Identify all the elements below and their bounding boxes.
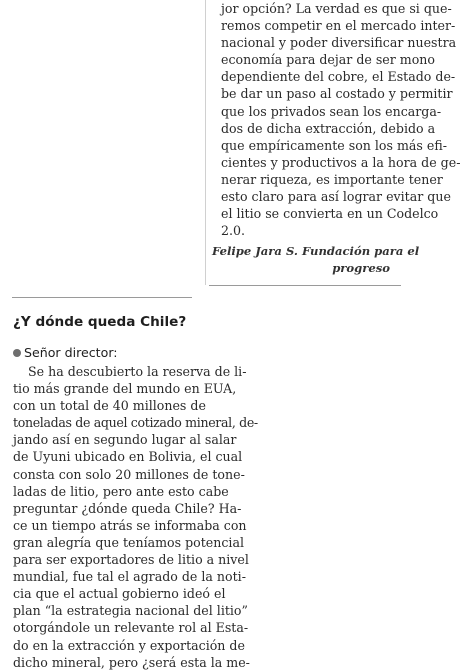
text-line: tio más grande del mundo en EUA, (13, 381, 237, 397)
text-line: plan “la estrategia nacional del litio” (13, 603, 248, 619)
text-line: economía para dejar de ser mono (221, 52, 435, 68)
text-line: be dar un paso al costado y permitir (221, 86, 453, 102)
text-line: consta con solo 20 millones de tone- (13, 466, 245, 482)
signature-line: progreso (332, 261, 390, 275)
text-line: Se ha descubierto la reserva de li- (28, 364, 247, 379)
text-line: con un total de 40 millones de (13, 398, 206, 414)
text-line: mundial, fue tal el agrado de la noti- (13, 569, 246, 585)
letter-body (13, 363, 258, 671)
text-line: esto claro para así lograr evitar que (221, 189, 451, 205)
section-rule (12, 297, 192, 298)
text-line: jor opción? La verdad es que si que- (221, 1, 452, 16)
text-line: dependiente del cobre, el Estado de- (221, 69, 456, 85)
letter-signature (212, 243, 420, 277)
text-line: otorgándole un relevante rol al Esta- (13, 620, 249, 636)
text-line: para ser exportadores de litio a nivel (13, 552, 249, 568)
text-line: que los privados sean los encarga- (221, 103, 442, 119)
previous-letter-continuation (221, 0, 460, 239)
text-line: jando así en segundo lugar al salar (13, 432, 237, 448)
text-line: de Uyuni ubicado en Bolivia, el cual (13, 449, 243, 465)
text-line: remos competir en el mercado inter- (221, 18, 456, 34)
text-line: nacional y poder diversificar nuestra (221, 35, 457, 51)
text-line: dicho mineral, pero ¿será esta la me- (13, 654, 250, 670)
text-line: do en la extracción y exportación de (13, 637, 245, 653)
text-line: que empíricamente son los más efi- (221, 137, 448, 153)
text-line: ladas de litio, pero ante esto cabe (13, 483, 229, 499)
text-line: 2.0. (221, 223, 246, 239)
text-line: gran alegría que teníamos potencial (13, 534, 244, 550)
section-rule (209, 285, 401, 286)
letter-salutation (13, 345, 118, 360)
signature-line: Felipe Jara S. Fundación para el (212, 244, 420, 258)
text-line: preguntar ¿dónde queda Chile? Ha- (13, 500, 242, 516)
text-line: el litio se convierta en un Codelco (221, 206, 439, 222)
text-line: dos de dicha extracción, debido a (221, 120, 436, 136)
letter-headline: ¿Y dónde queda Chile? (13, 314, 187, 330)
text-line: nerar riqueza, es importante tener (221, 171, 443, 187)
text-line: toneladas de aquel cotizado mineral, de- (13, 415, 258, 431)
text-line: ce un tiempo atrás se informaba con (13, 517, 247, 533)
text-line: cientes y productivos a la hora de ge- (221, 154, 460, 170)
text-line: cia que el actual gobierno ideó el (13, 586, 226, 602)
bullet-icon (13, 349, 21, 357)
salutation-text: Señor director: (24, 345, 118, 360)
column-divider (205, 0, 206, 285)
